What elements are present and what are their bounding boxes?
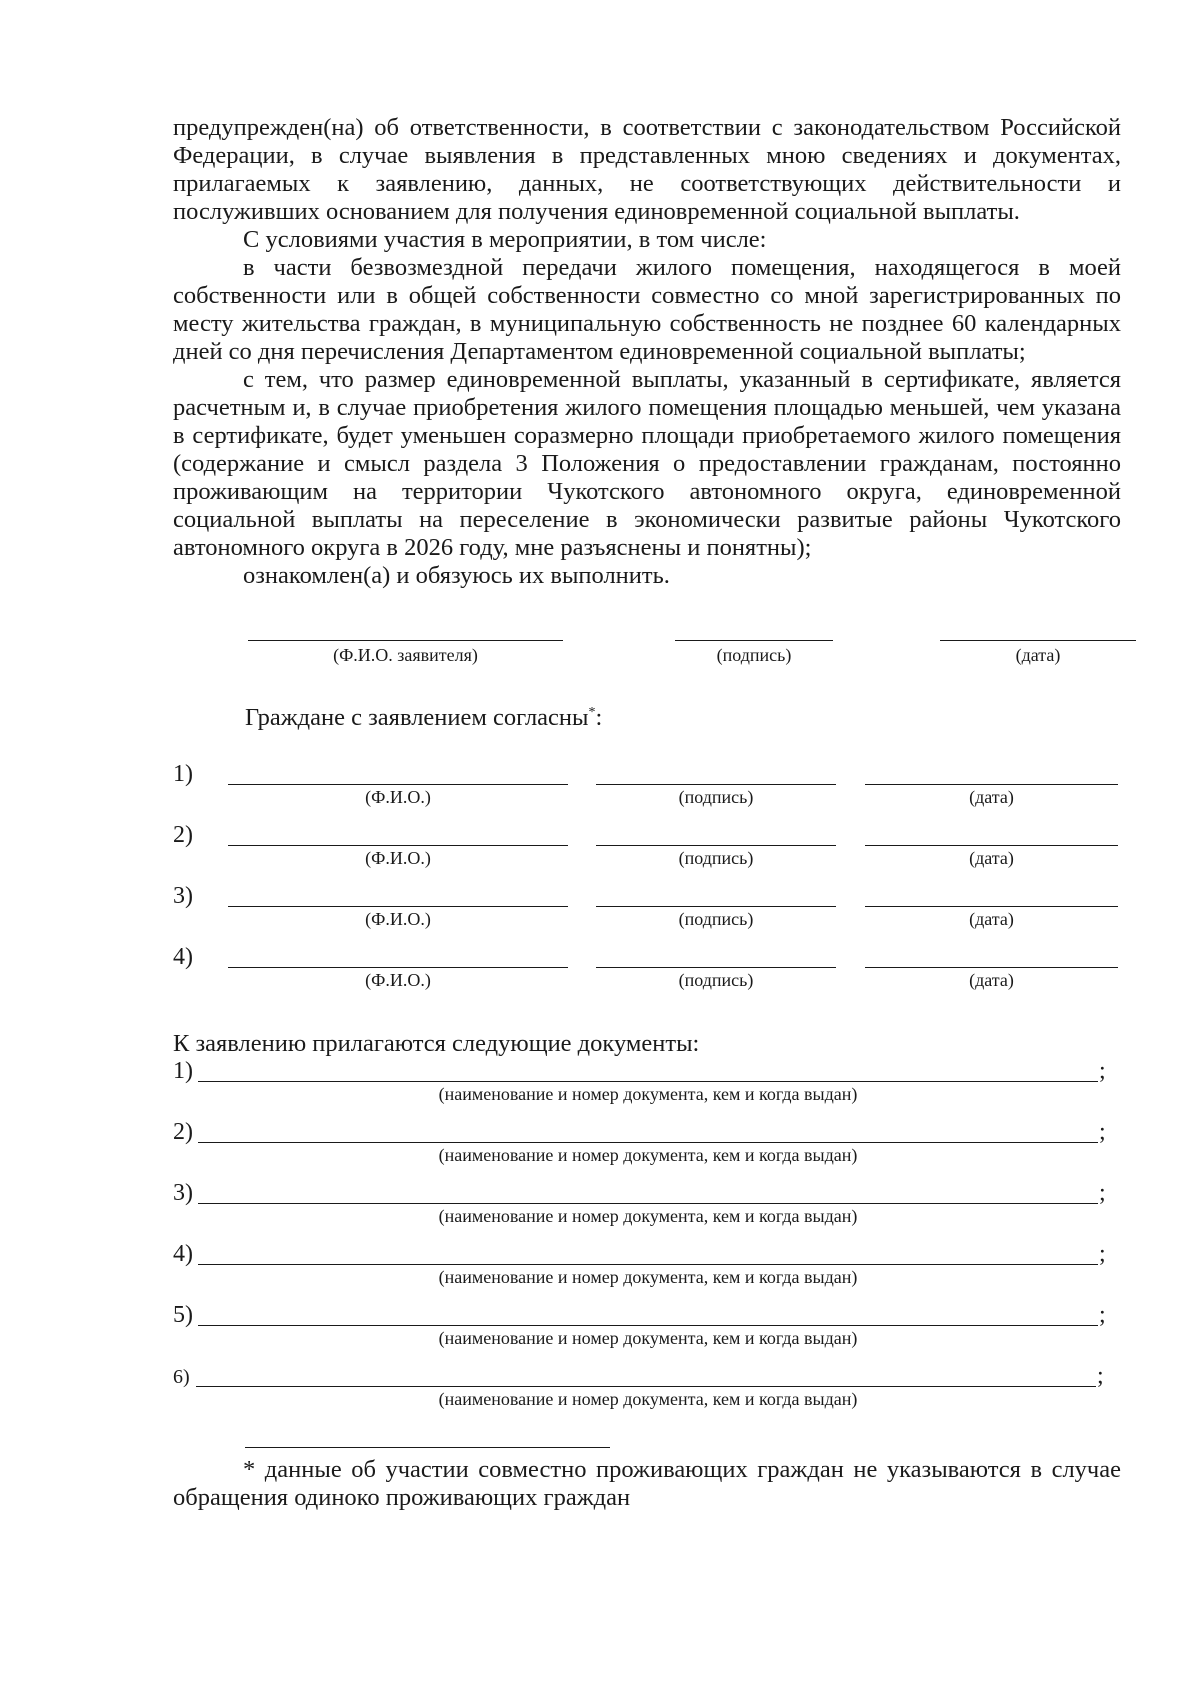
document-row-number: 3) bbox=[173, 1180, 193, 1206]
consent-fio-line[interactable] bbox=[228, 967, 568, 968]
document-entry-line[interactable] bbox=[198, 1142, 1098, 1143]
applicant-date-caption: (дата) bbox=[1015, 645, 1061, 665]
document-entry-line[interactable] bbox=[198, 1264, 1098, 1265]
applicant-date-line[interactable] bbox=[940, 640, 1136, 641]
footnote-marker: * bbox=[588, 704, 596, 720]
document-row-end: ; bbox=[1099, 1058, 1106, 1084]
document-caption: (наименование и номер документа, кем и когда выдан) bbox=[438, 1328, 858, 1348]
applicant-fio-line[interactable] bbox=[248, 640, 563, 641]
consent-row-number: 1) bbox=[173, 761, 193, 787]
property-transfer-paragraph: в части безвозмездной передачи жилого помещения, находящегося в моей собственности или в общей собственности совместно со мной зарегистрированных по месту жительства граждан, в муниципальную собственность не позднее 60 календарных дней со дня перечисления Департаментом единовременной социальной выплаты; bbox=[173, 254, 1121, 365]
document-row-number: 4) bbox=[173, 1241, 193, 1267]
document-row-number: 5) bbox=[173, 1302, 193, 1328]
applicant-signature-caption: (подпись) bbox=[716, 645, 792, 665]
consent-row-number: 3) bbox=[173, 883, 193, 909]
document-row-number: 2) bbox=[173, 1119, 193, 1145]
consent-row-number: 4) bbox=[173, 944, 193, 970]
document-caption: (наименование и номер документа, кем и когда выдан) bbox=[438, 1145, 858, 1165]
consent-signature-line[interactable] bbox=[596, 906, 836, 907]
document-caption: (наименование и номер документа, кем и когда выдан) bbox=[438, 1267, 858, 1287]
applicant-signature-line[interactable] bbox=[675, 640, 833, 641]
document-entry-line[interactable] bbox=[198, 1081, 1098, 1082]
documents-heading: К заявлению прилагаются следующие документы: bbox=[173, 1030, 700, 1057]
acknowledgement-paragraph: ознакомлен(а) и обязуюсь их выполнить. bbox=[243, 562, 670, 589]
document-caption: (наименование и номер документа, кем и когда выдан) bbox=[438, 1084, 858, 1104]
consent-fio-caption: (Ф.И.О.) bbox=[365, 848, 431, 868]
conditions-intro-paragraph: С условиями участия в мероприятии, в том числе: bbox=[243, 226, 767, 253]
consent-signature-caption: (подпись) bbox=[678, 848, 754, 868]
consent-date-line[interactable] bbox=[865, 906, 1118, 907]
consent-signature-caption: (подпись) bbox=[678, 970, 754, 990]
consent-heading-text: Граждане с заявлением согласны bbox=[245, 704, 589, 731]
applicant-fio-caption: (Ф.И.О. заявителя) bbox=[333, 645, 478, 665]
consent-date-line[interactable] bbox=[865, 845, 1118, 846]
consent-date-caption: (дата) bbox=[969, 848, 1014, 868]
document-entry-line[interactable] bbox=[198, 1325, 1098, 1326]
liability-paragraph: предупрежден(на) об ответственности, в соответствии с законодательством Российской Федерации, в случае выявления в представленных мною сведениях и документах, прилагаемых к заявлению, данных, не соответствующих действительности и послуживших основанием для получения единовременной социальной выплаты. bbox=[173, 114, 1121, 225]
footnote-separator bbox=[245, 1447, 610, 1448]
consent-fio-caption: (Ф.И.О.) bbox=[365, 970, 431, 990]
document-caption: (наименование и номер документа, кем и когда выдан) bbox=[438, 1206, 858, 1226]
document-row-end: ; bbox=[1099, 1119, 1106, 1145]
consent-date-caption: (дата) bbox=[969, 787, 1014, 807]
document-caption: (наименование и номер документа, кем и когда выдан) bbox=[438, 1389, 858, 1409]
document-entry-line[interactable] bbox=[196, 1386, 1096, 1387]
document-entry-line[interactable] bbox=[198, 1203, 1098, 1204]
consent-date-caption: (дата) bbox=[969, 970, 1014, 990]
consent-signature-caption: (подпись) bbox=[678, 909, 754, 929]
document-row-number: 1) bbox=[173, 1058, 193, 1084]
document-row-end: ; bbox=[1099, 1241, 1106, 1267]
payment-size-paragraph: с тем, что размер единовременной выплаты, указанный в сертификате, является расчетным и, в случае приобретения жилого помещения площадью меньшей, чем указана в сертификате, будет уменьшен соразмерно площади приобретаемого жилого помещения (содержание и смысл раздела 3 Положения о предоставлении гражданам, постоянно проживающим на территории Чукотского автономного округа, единовременной социальной выплаты на переселение в экономически развитые районы Чукотского автономного округа в 2026 году, мне разъяснены и понятны); bbox=[173, 366, 1121, 561]
consent-date-caption: (дата) bbox=[969, 909, 1014, 929]
consent-date-line[interactable] bbox=[865, 967, 1118, 968]
consent-row-number: 2) bbox=[173, 822, 193, 848]
consent-fio-line[interactable] bbox=[228, 845, 568, 846]
consent-signature-line[interactable] bbox=[596, 967, 836, 968]
consent-fio-line[interactable] bbox=[228, 906, 568, 907]
footnote-text: * данные об участии совместно проживающих граждан не указываются в случае обращения одиноко проживающих граждан bbox=[173, 1456, 1121, 1511]
consent-signature-line[interactable] bbox=[596, 845, 836, 846]
document-row-end: ; bbox=[1099, 1302, 1106, 1328]
consent-fio-line[interactable] bbox=[228, 784, 568, 785]
consent-fio-caption: (Ф.И.О.) bbox=[365, 909, 431, 929]
document-row-end: ; bbox=[1097, 1363, 1104, 1389]
consent-fio-caption: (Ф.И.О.) bbox=[365, 787, 431, 807]
document-row-end: ; bbox=[1099, 1180, 1106, 1206]
document-row-number: 6) bbox=[173, 1366, 190, 1388]
consent-signature-caption: (подпись) bbox=[678, 787, 754, 807]
consent-date-line[interactable] bbox=[865, 784, 1118, 785]
consent-heading: Граждане с заявлением согласны*: bbox=[245, 704, 603, 731]
consent-signature-line[interactable] bbox=[596, 784, 836, 785]
